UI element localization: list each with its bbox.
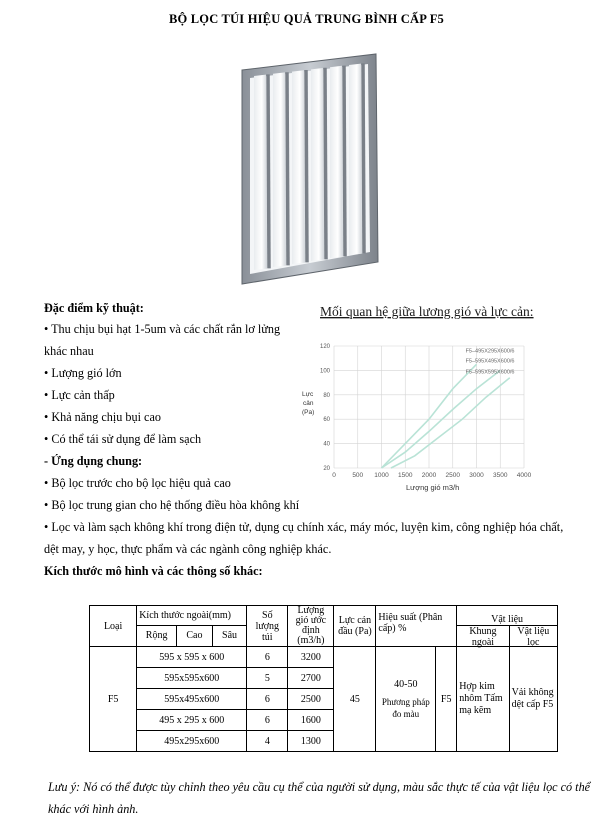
application-item: • Bộ lọc trung gian cho hệ thống điều hòa không khí [44,498,300,512]
cell-vat-lieu: Vải không dệt cấp F5 [509,647,557,752]
cell-bags: 4 [247,731,288,752]
header-rong: Rộng [137,625,177,646]
feature-item: • Thu chịu bụi hạt 1-5um và các chất rắn lơ lửng [44,322,281,336]
series-label: F5–595X495X600/6 [465,358,515,365]
y-tick-label: 100 [319,368,330,375]
header-vat-lieu: Vật liệu [457,606,558,626]
x-tick-label: 1000 [374,472,389,479]
filter-separator [325,68,326,260]
series-label: F5–495X295X600/6 [465,348,515,355]
x-tick-label: 500 [352,472,364,479]
x-tick-label: 3000 [469,472,484,479]
filter-bag [292,70,305,264]
cell-airflow: 1600 [288,710,334,731]
y-tick-label: 120 [319,344,330,350]
cell-airflow: 1300 [288,731,334,752]
x-axis-label: Lượng gió m3/h [406,483,460,492]
cell-airflow: 3200 [288,647,334,668]
x-tick-label: 2000 [421,472,437,479]
chart-title: Mối quan hệ giữa lương gió và lực cản: [320,304,534,319]
cell-airflow: 2700 [288,668,334,689]
cell-luc-can: 45 [334,647,376,752]
y-axis-label-line: Lực [302,391,314,398]
cell-cap: F5 [436,647,457,752]
cell-loai: F5 [90,647,137,752]
note-text: Lưu ý: Nó có thể được tùy chỉnh theo yêu cầu cụ thể của người sử dụng, màu sắc thực tế của vật liệu lọc có thể khác với hình ảnh. [48,780,591,816]
cell-size: 595x495x600 [137,689,247,710]
spec-heading: Kích thước mô hình và các thông số khác: [44,564,263,578]
x-tick-label: 3500 [493,472,508,479]
applications-heading: - Ứng dụng chung: [44,454,143,468]
cell-bags: 5 [247,668,288,689]
series-label: F5–595X595X600/6 [465,369,515,376]
y-axis-label-line: (Pa) [302,409,315,416]
application-item: • Lọc và làm sạch không khí trong điện tử, dụng cụ chính xác, máy móc, luyện kim, công nghiệp hóa chất, [44,520,564,534]
header-luc-can: Lực cản đầu (Pa) [334,606,376,647]
features-heading: Đặc điểm kỹ thuật: [44,301,144,315]
header-kich-thuoc: Kích thước ngoài(mm) [137,606,247,626]
filter-separator [344,66,345,257]
bag-filter-image [236,52,382,284]
header-vat-lieu-loc: Vật liệu lọc [509,625,557,646]
feature-item: • Khả năng chịu bụi cao [44,410,161,424]
filter-separator [363,63,364,253]
cell-bags: 6 [247,689,288,710]
filter-separator [306,70,307,262]
filter-separator [268,74,269,268]
x-tick-label: 2500 [445,472,460,479]
y-tick-label: 80 [323,392,330,399]
feature-item: khác nhau [44,344,94,358]
feature-item: • Có thể tái sử dụng để làm sạch [44,432,202,446]
filter-bag [254,75,267,270]
filter-separator [287,72,288,265]
feature-item: • Lực cản thấp [44,388,115,402]
header-hieu-suat: Hiệu suất (Phân cấp) % [376,606,457,647]
cell-airflow: 2500 [288,689,334,710]
filter-bag [273,72,286,267]
feature-item: • Lượng gió lớn [44,366,122,380]
filter-bag [311,68,324,261]
spec-table [89,605,558,752]
cell-bags: 6 [247,710,288,731]
cell-size: 595x595x600 [137,668,247,689]
filter-bag [349,64,362,255]
x-tick-label: 1500 [398,472,413,479]
header-so-tui: Số lượng túi [247,606,288,647]
header-sau: Sâu [212,625,247,646]
cell-size: 495x295x600 [137,731,247,752]
y-tick-label: 20 [323,466,330,472]
header-khung: Khung ngoài [457,625,509,646]
x-tick-label: 0 [332,472,336,479]
y-tick-label: 60 [323,417,330,424]
application-item: dệt may, y học, thực phẩm và các ngành công nghiệp khác. [44,542,332,556]
header-luong-gio: Lượng gió ước định (m3/h) [288,606,334,647]
header-cao: Cao [177,625,213,646]
application-item: • Bộ lọc trước cho bộ lọc hiệu quả cao [44,476,231,490]
filter-bag [330,66,343,258]
cell-hieu-suat: 40-50 Phương pháp đo màu [376,647,436,752]
x-tick-label: 4000 [516,472,532,479]
cell-size: 495 x 295 x 600 [137,710,247,731]
y-tick-label: 40 [323,441,330,448]
cell-size: 595 x 595 x 600 [137,647,247,668]
page-title: BỘ LỌC TÚI HIỆU QUẢ TRUNG BÌNH CẤP F5 [168,12,445,26]
header-loai: Loại [90,606,137,647]
cell-bags: 6 [247,647,288,668]
y-axis-label-line: cản [303,400,314,407]
cell-khung: Hợp kim nhôm Tấm mạ kẽm [457,647,509,752]
airflow-resistance-chart [296,298,548,496]
